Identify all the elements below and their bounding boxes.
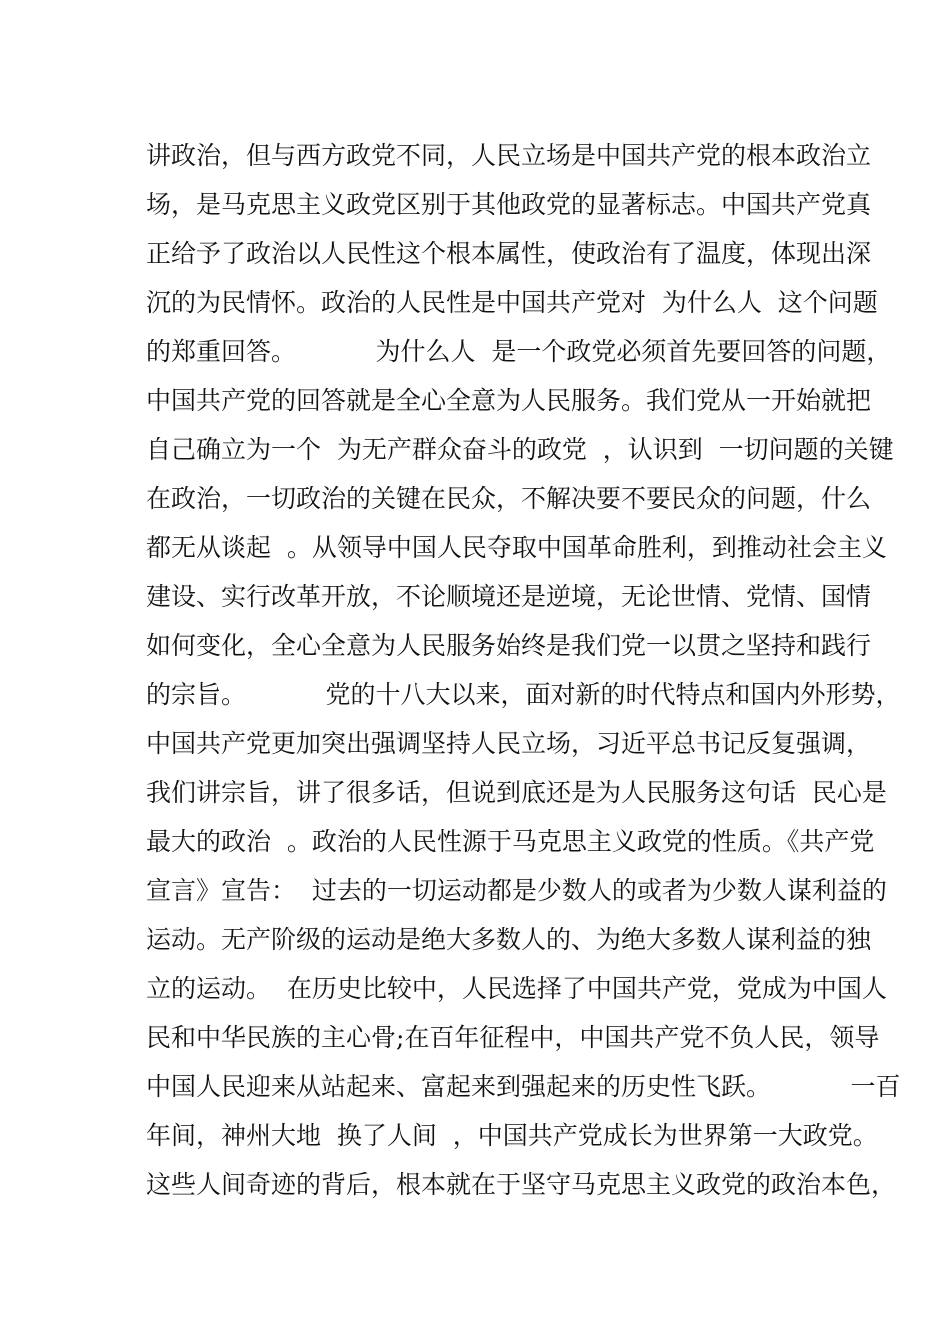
text-line: 在政治，一切政治的关键在民众，不解决要不要民众的问题，什么: [146, 484, 872, 513]
text-line: 讲政治，但与西方政党不同，人民立场是中国共产党的根本政治立: [146, 141, 872, 170]
text-line: 场，是马克思主义政党区别于其他政党的显著标志。中国共产党真: [146, 190, 872, 219]
text-line: 我们讲宗旨，讲了很多话，但说到底还是为人民服务这句话 民心是: [146, 778, 887, 807]
text-line: 如何变化，全心全意为人民服务始终是我们党一以贯之坚持和践行: [146, 631, 872, 660]
text-line: 民和中华民族的主心骨;在百年征程中，中国共产党不负人民，领导: [146, 1023, 880, 1052]
text-line: 中国共产党的回答就是全心全意为人民服务。我们党从一开始就把: [146, 386, 872, 415]
text-line: 这些人间奇迹的背后，根本就在于坚守马克思主义政党的政治本色，: [146, 1170, 897, 1199]
text-line: 运动。无产阶级的运动是绝大多数人的、为绝大多数人谋利益的独: [146, 925, 872, 954]
text-line: 中国人民迎来从站起来、富起来到强起来的历史性飞跃。 一百: [146, 1072, 901, 1101]
text-line: 正给予了政治以人民性这个根本属性，使政治有了温度，体现出深: [146, 239, 872, 268]
text-line: 的宗旨。 党的十八大以来，面对新的时代特点和国内外形势，: [146, 680, 901, 709]
text-line: 最大的政治 。政治的人民性源于马克思主义政党的性质。《共产党: [146, 827, 875, 856]
text-line: 都无从谈起 。从领导中国人民夺取中国革命胜利，到推动社会主义: [146, 533, 887, 562]
body-text: [146, 131, 901, 1209]
text-line: 的郑重回答。 为什么人 是一个政党必须首先要回答的问题，: [146, 337, 892, 366]
text-line: 年间，神州大地 换了人间 ，中国共产党成长为世界第一大政党。: [146, 1121, 878, 1150]
text-line: 立的运动。 在历史比较中，人民选择了中国共产党，党成为中国人: [146, 974, 887, 1003]
text-line: 建设、实行改革开放，不论顺境还是逆境，无论世情、党情、国情: [146, 582, 872, 611]
text-line: 自己确立为一个 为无产群众奋斗的政党 ，认识到 一切问题的关键: [146, 435, 894, 464]
text-line: 中国共产党更加突出强调坚持人民立场，习近平总书记反复强调，: [146, 729, 872, 758]
text-line: 宣言》宣告： 过去的一切运动都是少数人的或者为少数人谋利益的: [146, 876, 887, 905]
text-line: 沉的为民情怀。政治的人民性是中国共产党对 为什么人 这个问题: [146, 288, 878, 317]
